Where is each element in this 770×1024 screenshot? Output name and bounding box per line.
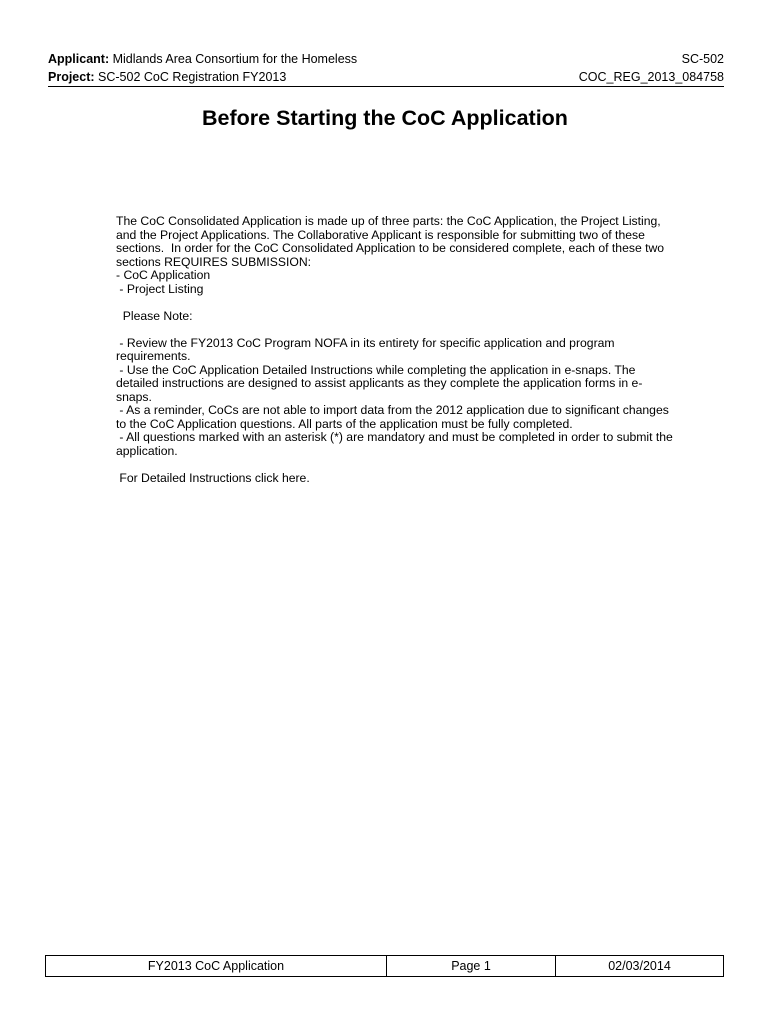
page-footer [45,955,724,977]
spacer [116,296,676,310]
project-info [48,68,286,86]
project-name: SC-502 CoC Registration FY2013 [98,70,287,84]
applicant-info [48,50,357,68]
list-item-coc-application: - CoC Application [116,268,211,282]
footer-page-number: Page 1 [387,956,556,976]
footer-document-name: FY2013 CoC Application [46,956,387,976]
applicant-label: Applicant: [48,52,110,66]
detailed-instructions-link[interactable]: For Detailed Instructions click here. [116,470,310,485]
spacer [116,323,676,337]
note-item-nofa: - Review the FY2013 CoC Program NOFA in its entirety for specific application and program requirements. [116,335,618,363]
intro-paragraph: The CoC Consolidated Application is made up of three parts: the CoC Application, the Project Listing, and the Project Applications. The Collaborative Applicant is responsible for submitting two of these sections. In order for the CoC Consolidated Application to be considered complete, each of these two sections REQUIRES SUBMISSION: [116,214,668,269]
note-item-mandatory-questions: - All questions marked with an asterisk (*) are mandatory and must be completed in order to submit the application. [116,430,677,458]
coc-code: SC-502 [681,52,724,66]
page-header [48,50,724,87]
please-note-heading: Please Note: [116,308,193,323]
list-item-project-listing: - Project Listing [116,281,204,296]
note-item-import-reminder: - As a reminder, CoCs are not able to import data from the 2012 application due to significant changes to the CoC Application questions. All parts of the application must be fully completed. [116,403,673,431]
applicant-name: Midlands Area Consortium for the Homeless [112,52,358,66]
project-label: Project: [48,70,95,84]
spacer [116,458,676,472]
page-title: Before Starting the CoC Application [202,106,568,130]
note-item-detailed-instructions: - Use the CoC Application Detailed Instructions while completing the application in e-snaps. The detailed instructions are designed to assist applicants as they complete the application forms in e-snaps. [116,362,643,404]
instructions-body [116,215,676,485]
header-project-row [48,68,724,86]
header-applicant-row [48,50,724,68]
registration-id: COC_REG_2013_084758 [578,70,724,84]
footer-date: 02/03/2014 [608,959,671,973]
